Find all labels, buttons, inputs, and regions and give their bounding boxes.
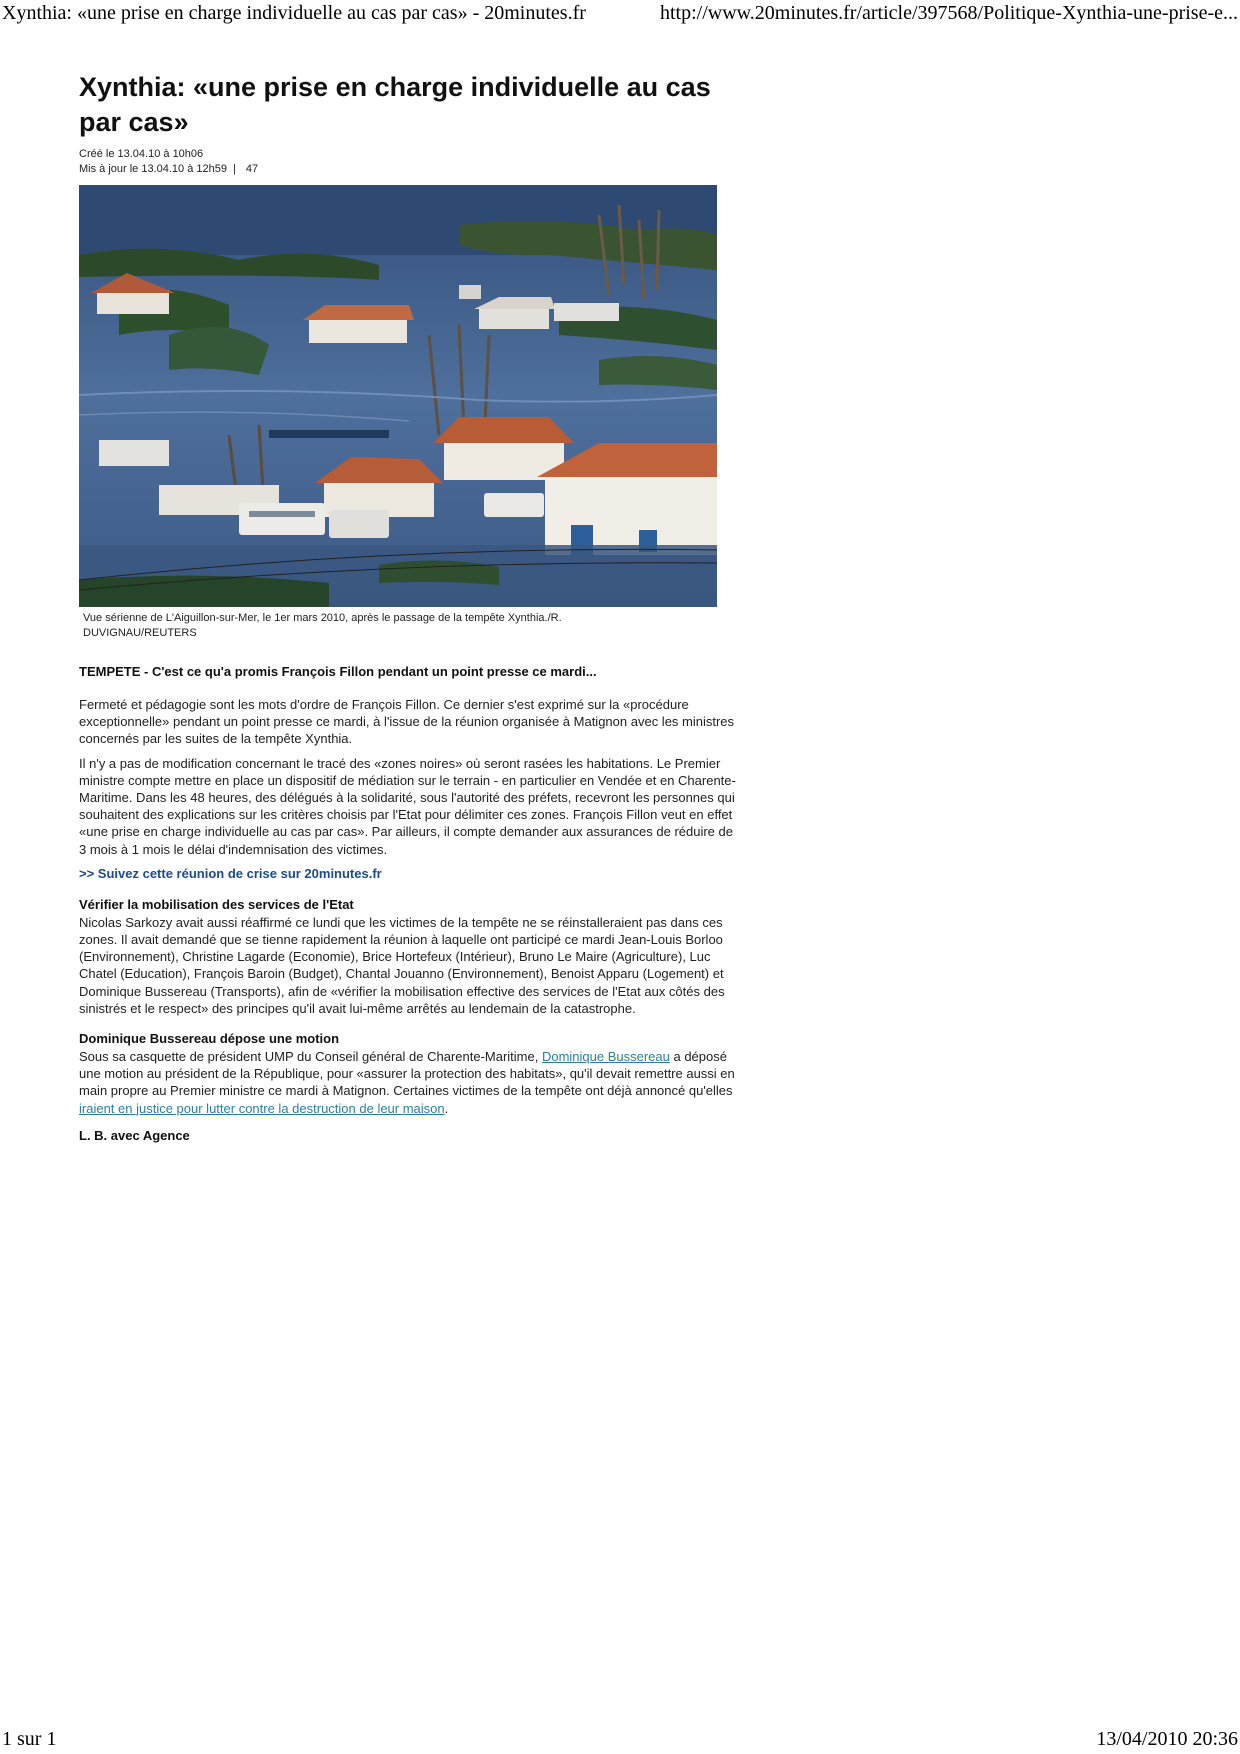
paragraph-3: Nicolas Sarkozy avait aussi réaffirmé ce lundi que les victimes de la tempête ne se réinstalleraient pas dans ces zones. Il avait demandé que se tienne rapidement la réunion à laquelle ont participé ce mardi Jean-Louis Borloo (Environnement), Christine Lagarde (Economie), Brice Hortefeux (Intérieur), Bruno Le Maire (Agriculture), Luc Chatel (Education), François Baroin (Budget), Chantal Jouanno (Environnement), Benoist Apparu (Logement) et Dominique Bussereau (Transports), afin de «vérifier la mobilisation effective des services de l'Etat aux côtés des sinistrés et le respect» des principes qu'il avait lui-même arrêtés au lendemain de la catastrophe. [79, 914, 725, 1016]
follow-meeting-link[interactable]: >> Suivez cette réunion de crise sur 20minutes.fr [79, 865, 382, 881]
article-title: Xynthia: «une prise en charge individuelle au cas par cas» [79, 72, 711, 137]
paragraph-2: Il n'y a pas de modification concernant le tracé des «zones noires» où seront rasées les habitations. Le Premier ministre compte mettre en place un dispositif de médiation sur le terrain - en particulier en Vendée et en Charente-Maritime. Dans les 48 heures, des délégués à la solidarité, sous l'autorité des préfets, recevront les personnes qui souhaitent des explications sur les critères choisis par l'Etat pour délimiter ces zones. François Fillon veut en effet «une prise en charge individuelle au cas par cas». Par ailleurs, il compte demander aux assurances de réduire de 3 mois à 1 mois le délai d'indemnisation des victimes. [79, 755, 736, 857]
created-date: Créé le 13.04.10 à 10h06 [79, 148, 204, 160]
print-url: http://www.20minutes.fr/article/397568/Politique-Xynthia-une-prise-e... [659, 2, 1238, 24]
subheading-services: Vérifier la mobilisation des services de l'Etat [79, 896, 354, 912]
paragraph-4-text-1: Sous sa casquette de président UMP du Conseil général de Charente-Maritime, [79, 1049, 542, 1065]
meta-separator: | [233, 163, 236, 175]
flood-aerial-image [79, 185, 717, 607]
bussereau-link[interactable]: Dominique Bussereau [541, 1049, 670, 1065]
paragraph-1: Fermeté et pédagogie sont les mots d'ordre de François Fillon. Ce dernier s'est exprimé sur la «procédure exceptionnelle» pendant un point presse ce mardi, à l'issue de la réunion organisée à Matignon avec les ministres concernés par les suites de la tempête Xynthia. [79, 697, 735, 747]
paragraph-4-text-2: a déposé une motion au président de la République, pour «assurer la protection des habitats», qu'il devait remettre aussi en main propre au Premier ministre ce mardi à Matignon. Certaines victimes de la tempête ont déjà annoncé qu'elles [79, 1049, 735, 1099]
page-number: 1 sur 1 [2, 1728, 57, 1750]
print-header [0, 0, 1240, 30]
article-signature: L. B. avec Agence [79, 1127, 190, 1143]
article [79, 70, 739, 1145]
photo-caption: Vue sérienne de L'Aiguillon-sur-Mer, le 1er mars 2010, après le passage de la tempête Xynthia./R. DUVIGNAU/REUTERS [83, 612, 562, 639]
subheading-motion: Dominique Bussereau dépose une motion [79, 1031, 340, 1047]
article-lead: TEMPETE - C'est ce qu'a promis François Fillon pendant un point presse ce mardi... [79, 664, 597, 679]
comment-count[interactable]: 47 [245, 163, 259, 175]
article-meta [79, 147, 739, 177]
updated-date: Mis à jour le 13.04.10 à 12h59 [79, 163, 227, 175]
article-photo [79, 185, 717, 607]
updated-line [79, 162, 739, 177]
print-page-title: Xynthia: «une prise en charge individuelle au cas par cas» - 20minutes.fr [2, 2, 586, 24]
print-datetime: 13/04/2010 20:36 [1096, 1728, 1238, 1750]
paragraph-4 [79, 1048, 739, 1117]
paragraph-4-text-3: . [444, 1100, 449, 1116]
print-footer [0, 1726, 1240, 1754]
justice-link[interactable]: iraient en justice pour lutter contre la destruction de leur maison [79, 1100, 445, 1116]
